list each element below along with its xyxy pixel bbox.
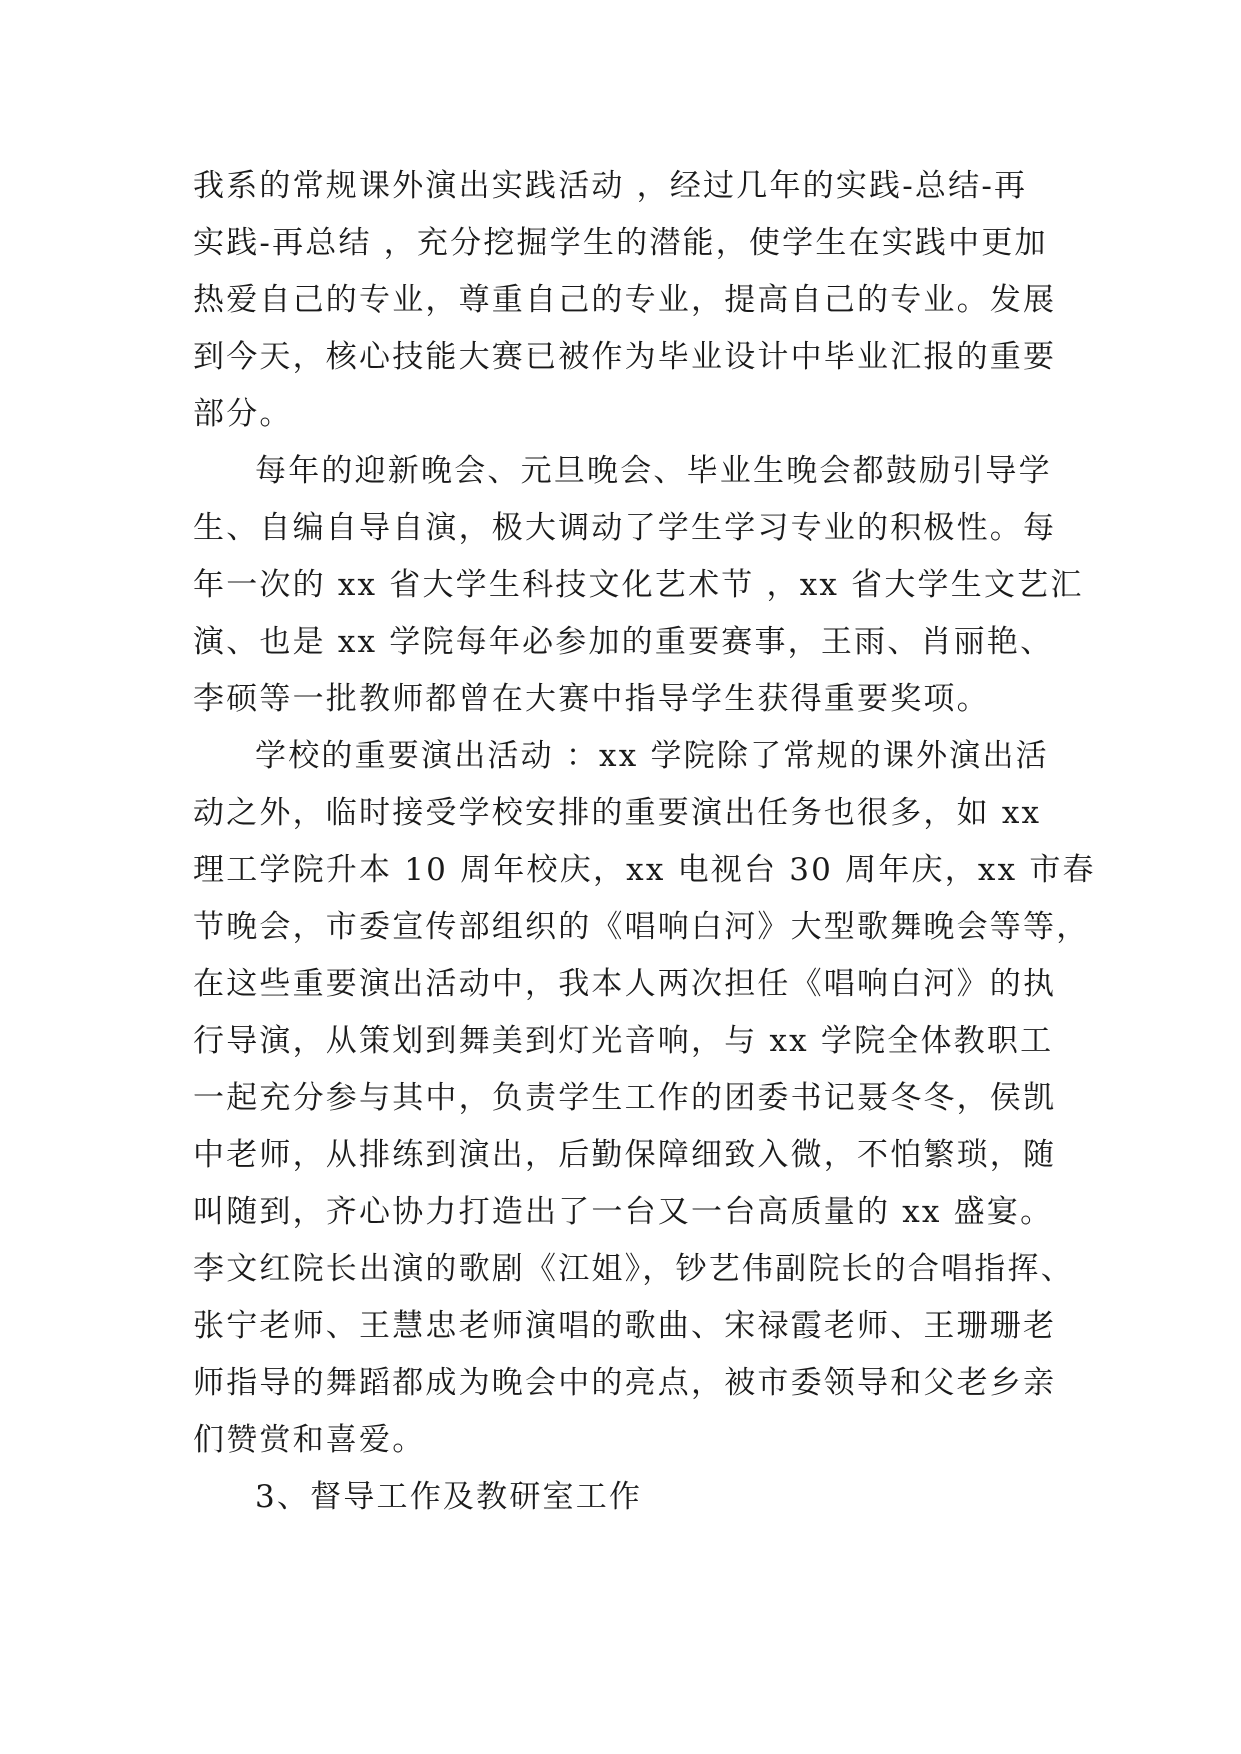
text-line: 实践-再总结 ，充分挖掘学生的潜能，使学生在实践中更加 (193, 225, 1048, 261)
text-line: 演、也是 xx 学院每年必参加的重要赛事，王雨、肖丽艳、 (193, 624, 1054, 660)
section-heading: 3、督导工作及教研室工作 (255, 1479, 643, 1515)
text-line: 李文红院长出演的歌剧《江姐》，钞艺伟副院长的合唱指挥、 (193, 1251, 1074, 1287)
document-body (193, 158, 1096, 1526)
text-line: 学校的重要演出活动 ：xx 学院除了常规的课外演出活 (255, 738, 1049, 774)
text-line: 热爱自己的专业，尊重自己的专业，提高自己的专业。发展 (193, 282, 1057, 318)
text-line: 行导演，从策划到舞美到灯光音响，与 xx 学院全体教职工 (193, 1023, 1054, 1059)
text-line: 年一次的 xx 省大学生科技文化艺术节 ，xx 省大学生文艺汇 (193, 567, 1084, 603)
text-line: 到今天，核心技能大赛已被作为毕业设计中毕业汇报的重要 (193, 339, 1057, 375)
text-line: 我系的常规课外演出实践活动 ，经过几年的实践-总结-再 (193, 168, 1028, 204)
text-line: 生、自编自导自演，极大调动了学生学习专业的积极性。每 (193, 510, 1057, 546)
text-line: 节晚会，市委宣传部组织的《唱响白河》大型歌舞晚会等等， (193, 909, 1090, 945)
text-line: 们赞赏和喜爱。 (193, 1422, 426, 1458)
text-line: 动之外，临时接受学校安排的重要演出任务也很多，如 xx (193, 795, 1042, 831)
text-line: 理工学院升本 10 周年校庆，xx 电视台 30 周年庆，xx 市春 (193, 852, 1096, 888)
text-line: 张宁老师、王慧忠老师演唱的歌曲、宋禄霞老师、王珊珊老 (193, 1308, 1057, 1344)
text-line: 在这些重要演出活动中，我本人两次担任《唱响白河》的执 (193, 966, 1057, 1002)
text-line: 师指导的舞蹈都成为晚会中的亮点，被市委领导和父老乡亲 (193, 1365, 1057, 1401)
text-line: 一起充分参与其中，负责学生工作的团委书记聂冬冬，侯凯 (193, 1080, 1057, 1116)
text-line: 中老师，从排练到演出，后勤保障细致入微，不怕繁琐，随 (193, 1137, 1057, 1173)
text-line: 部分。 (193, 396, 293, 432)
text-line: 李硕等一批教师都曾在大赛中指导学生获得重要奖项。 (193, 681, 990, 717)
text-line: 叫随到，齐心协力打造出了一台又一台高质量的 xx 盛宴。 (193, 1194, 1054, 1230)
text-line: 每年的迎新晚会、元旦晚会、毕业生晚会都鼓励引导学 (255, 453, 1052, 489)
